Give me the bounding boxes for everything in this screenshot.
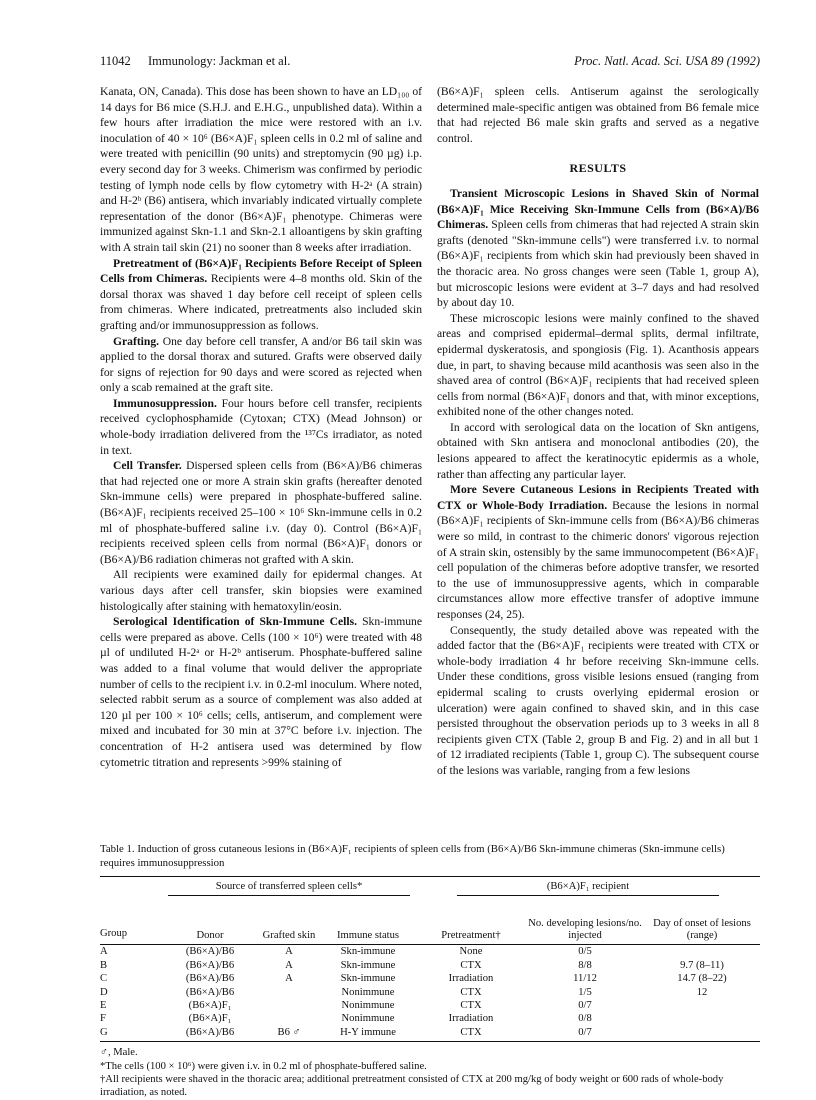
table-cell: (B6×A)/B6 <box>185 986 235 998</box>
table-cell: 0/8 <box>578 1013 592 1025</box>
page-header <box>100 54 760 74</box>
table-cell: Skn-immune <box>340 946 396 958</box>
table-cell: Nonimmune <box>341 1000 395 1012</box>
table-cell: None <box>459 946 483 958</box>
section-heading: Cell Transfer. <box>113 459 182 473</box>
paragraph: Kanata, ON, Canada). This dose has been shown to have an LD₁₀₀ of 14 days for B6 mice (S.H.J. and E.H.G., unpublished data). Within a few hours after irradiation the mice were restored with an i.v. inoculation of 40 × 10⁶ (B6×A)F₁ spleen cells in 0.2 ml of saline and were treated with penicillin (90 units) and streptomycin (90 µg) i.p. every second day for 3 weeks. Chimerism was confirmed by periodic testing of lymph node cells by flow cytometry with H-2ᵃ (A strain) and H-2ᵇ (B6) antisera, which invariably indicated virtually complete representation of the donor (B6×A)F₁ phenotype. Chimeras were immunized against Skn-1.1 and Skn-2.1 alloantigens by skin grafting with A strain tail skin (21) no sooner than 8 weeks after irradiation. <box>100 85 422 254</box>
paragraph: Serological Identification of Skn-Immune Cells. Skn-immune cells were prepared as above. Cells (100 × 10⁶) were treated with 48 µl of undiluted H-2ᵃ or H-2ᵇ antiserum. Phosphate-buffered saline was added to a final volume that would deliver the appropriate number of cells to the recipient i.v. in 0.2-ml inoculum. Where noted, selected rabbit serum as a source of complement was also added at 120 µl per 100 × 10⁶ cells; cells, antiserum, and complement were mixed and incubated for 30 min at 37°C before i.v. injection. The concentration of H-2 antisera used was determined by flow cytometric titration and represents >99% staining of <box>100 615 422 769</box>
table-cell <box>644 945 760 959</box>
span-header-source: Source of transferred spleen cells* <box>168 881 411 896</box>
results-heading: RESULTS <box>569 161 627 176</box>
table-caption: Table 1. Induction of gross cutaneous lesions in (B6×A)F₁ recipients of spleen cells from (B6×A)/B6 Skn-immune chimeras (Skn-immune cells) requires immunosuppression <box>100 843 725 869</box>
table-cell: Nonimmune <box>341 986 395 998</box>
table-cell: (B6×A)/B6 <box>185 1026 235 1038</box>
table-cell: E <box>100 1000 107 1012</box>
table-cell <box>258 986 320 999</box>
footnote: ♂, Male. <box>100 1047 138 1059</box>
table-row <box>100 999 760 1012</box>
paragraph: Pretreatment of (B6×A)F₁ Recipients Before Receipt of Spleen Cells from Chimeras. Recipients were 4–8 months old. Skin of the dorsal thorax was shaved 1 day before cell receipt of spleen cells from chimeras. Where indicated, pretreatments also included skin grafting and/or immunosuppression as follows. <box>100 256 422 332</box>
paragraph: These microscopic lesions were mainly confined to the shaved areas and comprised epidermal–dermal splits, dermal infiltrate, epidermal dyskeratosis, and spongiosis (Fig. 1). Acanthosis appears due, in part, to shaving because mild acanthosis was seen also in the shaved area of control (B6×A)F₁ recipients that had received spleen cells from normal (B6×A)F₁ donors and that, with minor exceptions, exhibited none of the other changes noted. <box>437 311 759 419</box>
paragraph: More Severe Cutaneous Lesions in Recipients Treated with CTX or Whole-Body Irradiation. Because the lesions in normal (B6×A)F₁ recipients of Skn-immune cells from (B6×A)/B6 chimeras were so mild, in contrast to the chimeric donors' vigorous rejection of A strain skin, ostensibly by the same immunocompetent (B6×A)F₁ cell population of the chimeras before adoptive transfer, we resorted to the use of immunosuppressive agents, which in comparable circumstances allow more effective transfer of adoptive immune responses (24, 25). <box>437 483 759 621</box>
table-cell: (B6×A)/B6 <box>185 959 235 971</box>
table-cell: Skn-immune <box>340 973 396 985</box>
table-cell: 0/7 <box>578 1000 592 1012</box>
table-row <box>100 945 760 959</box>
table-cell: CTX <box>460 959 482 971</box>
table-cell: Irradiation <box>448 1013 494 1025</box>
column-header: Grafted skin <box>262 930 316 941</box>
running-head: Immunology: Jackman et al. <box>148 54 291 68</box>
table-cell: CTX <box>460 1000 482 1012</box>
data-table <box>100 876 760 1042</box>
table-cell: B <box>100 959 108 971</box>
table-cell: B6 ♂ <box>277 1026 301 1038</box>
table-cell: CTX <box>460 986 482 998</box>
journal-citation: Proc. Natl. Acad. Sci. USA 89 (1992) <box>574 54 760 68</box>
table-cell: (B6×A)F₁ <box>188 1000 232 1012</box>
footnote: †All recipients were shaved in the thoracic area; additional pretreatment consisted of CTX at 200 mg/kg of body weight or 600 rads of whole-body irradiation, as noted. <box>100 1074 724 1099</box>
span-header-recipient: (B6×A)F₁ recipient <box>457 881 719 896</box>
table-cell: 11/12 <box>573 973 597 985</box>
section-heading: Transient Microscopic Lesions in Shaved Skin of Normal (B6×A)F₁ Mice Receiving Skn-Immune Cells from (B6×A)/B6 Chimeras. <box>437 186 759 232</box>
paragraph: Immunosuppression. Four hours before cell transfer, recipients received cyclophosphamide (Cytoxan; CTX) (Mead Johnson) or whole-body irradiation delivered from the ¹³⁷Cs irradiator, as noted in text. <box>100 396 422 457</box>
table-cell: 9.7 (8–11) <box>680 959 724 971</box>
table-cell: Skn-immune <box>340 959 396 971</box>
section-heading: Immunosuppression. <box>113 396 217 410</box>
paragraph: Cell Transfer. Dispersed spleen cells from (B6×A)/B6 chimeras that had rejected one or more A strain skin grafts (hereafter denoted Skn-immune cells) were prepared in phosphate-buffered saline. (B6×A)F₁ recipients received 25–100 × 10⁶ Skn-immune cells in 0.2 ml of phosphate-buffered saline i.v. (day 0). Control (B6×A)F₁ recipients received spleen cells from normal (B6×A)F₁ donors or (B6×A)/B6 radiation chimeras not grafted with A skin. <box>100 459 422 566</box>
table-row <box>100 1026 760 1039</box>
table-cell: CTX <box>460 1026 482 1038</box>
paragraph: All recipients were examined daily for epidermal changes. At various days after cell transfer, skin biopsies were examined histologically after staining with hematoxylin/eosin. <box>100 568 422 613</box>
table-footnotes <box>100 1046 760 1100</box>
section-heading: Pretreatment of (B6×A)F₁ Recipients Before Receipt of Spleen Cells from Chimeras. <box>100 256 422 286</box>
table-cell: (B6×A)/B6 <box>185 973 235 985</box>
table-cell: A <box>285 973 293 985</box>
table-cell <box>644 999 760 1012</box>
table-row <box>100 972 760 985</box>
table-cell: F <box>100 1013 106 1025</box>
table-cell: G <box>100 1026 108 1038</box>
paragraph: Grafting. One day before cell transfer, A and/or B6 tail skin was applied to the dorsal thorax and sutured. Grafts were observed daily for signs of rejection for 90 days and were scored as rejected when only a scab remained at the graft site. <box>100 334 422 395</box>
table-cell <box>258 999 320 1012</box>
section-heading: Grafting. <box>113 334 160 348</box>
table-cell: 8/8 <box>578 959 592 971</box>
table-cell: 1/5 <box>578 986 592 998</box>
table-cell: D <box>100 986 108 998</box>
column-header: No. developing lesions/no. injected <box>528 917 642 941</box>
right-column <box>437 84 759 779</box>
table-cell: A <box>100 946 108 958</box>
page-number: 11042 <box>100 54 131 68</box>
column-header: Day of onset of lesions (range) <box>653 917 751 941</box>
table-cell: A <box>285 946 293 958</box>
table-cell: (B6×A)F₁ <box>188 1013 232 1025</box>
table-cell: 0/5 <box>578 946 592 958</box>
table-cell: C <box>100 973 108 985</box>
paragraph: (B6×A)F₁ spleen cells. Antiserum against the serologically determined male-specific antigen was obtained from B6 female mice that had rejected B6 male skin grafts and served as a negative control. <box>437 85 759 145</box>
section-heading: More Severe Cutaneous Lesions in Recipients Treated with CTX or Whole-Body Irradiation. <box>437 483 759 512</box>
paragraph: In accord with serological data on the location of Skn antigens, obtained with Skn antisera and monoclonal antibodies (20), the lesions appeared to affect the keratinocytic epidermis as a whole, rather than affecting any particular layer. <box>437 420 759 481</box>
table-cell <box>644 1026 760 1039</box>
table-cell: 12 <box>696 986 708 998</box>
table-row <box>100 959 760 972</box>
column-header: Group <box>100 928 128 939</box>
footnote: *The cells (100 × 10⁶) were given i.v. in 0.2 ml of phosphate-buffered saline. <box>100 1060 427 1072</box>
table-cell <box>644 1012 760 1025</box>
table-cell: A <box>285 959 293 971</box>
column-header: Pretreatment† <box>441 930 501 941</box>
table-row <box>100 986 760 999</box>
paragraph: Consequently, the study detailed above was repeated with the added factor that the (B6×A)F₁ recipients were treated with CTX or whole-body irradiation 4 hr before receiving Skn-immune cells. Under these conditions, gross visible lesions ensued (ranging from epidermal scaling to crusts overlying epidermal erosion or ulceration) were again confined to shaved skin, and in this case persisted throughout the observation periods up to 3 weeks in all 8 recipients given CTX (Table 2, group B and Fig. 2) and in all but 1 of 12 irradiated recipients (Table 1, group C). The subsequent course of the lesions was variable, ranging from a few lesions <box>437 623 759 777</box>
left-column <box>100 84 422 770</box>
table-1 <box>100 842 760 1100</box>
column-header: Immune status <box>336 930 400 941</box>
table-cell <box>258 1012 320 1025</box>
paragraph: Transient Microscopic Lesions in Shaved Skin of Normal (B6×A)F₁ Mice Receiving Skn-Immune Cells from (B6×A)/B6 Chimeras. Spleen cells from chimeras that had rejected A strain skin grafts (denoted "Skn-immune cells") were transferred i.v. to normal (B6×A)F₁ recipients from which skin had previously been shaved in the thoracic area. No gross changes were seen (Table 1, group A), but microscopic lesions were evident at 3–7 days and had resolved by about day 10. <box>437 186 759 310</box>
table-cell: Nonimmune <box>341 1013 395 1025</box>
table-row <box>100 1012 760 1025</box>
table-cell: Irradiation <box>448 973 494 985</box>
table-cell: H-Y immune <box>340 1026 396 1038</box>
column-header: Donor <box>196 930 224 941</box>
table-cell: (B6×A)/B6 <box>185 946 235 958</box>
table-cell: 0/7 <box>578 1026 592 1038</box>
table-cell: 14.7 (8–22) <box>677 973 727 985</box>
section-heading: Serological Identification of Skn-Immune Cells. <box>113 615 357 629</box>
